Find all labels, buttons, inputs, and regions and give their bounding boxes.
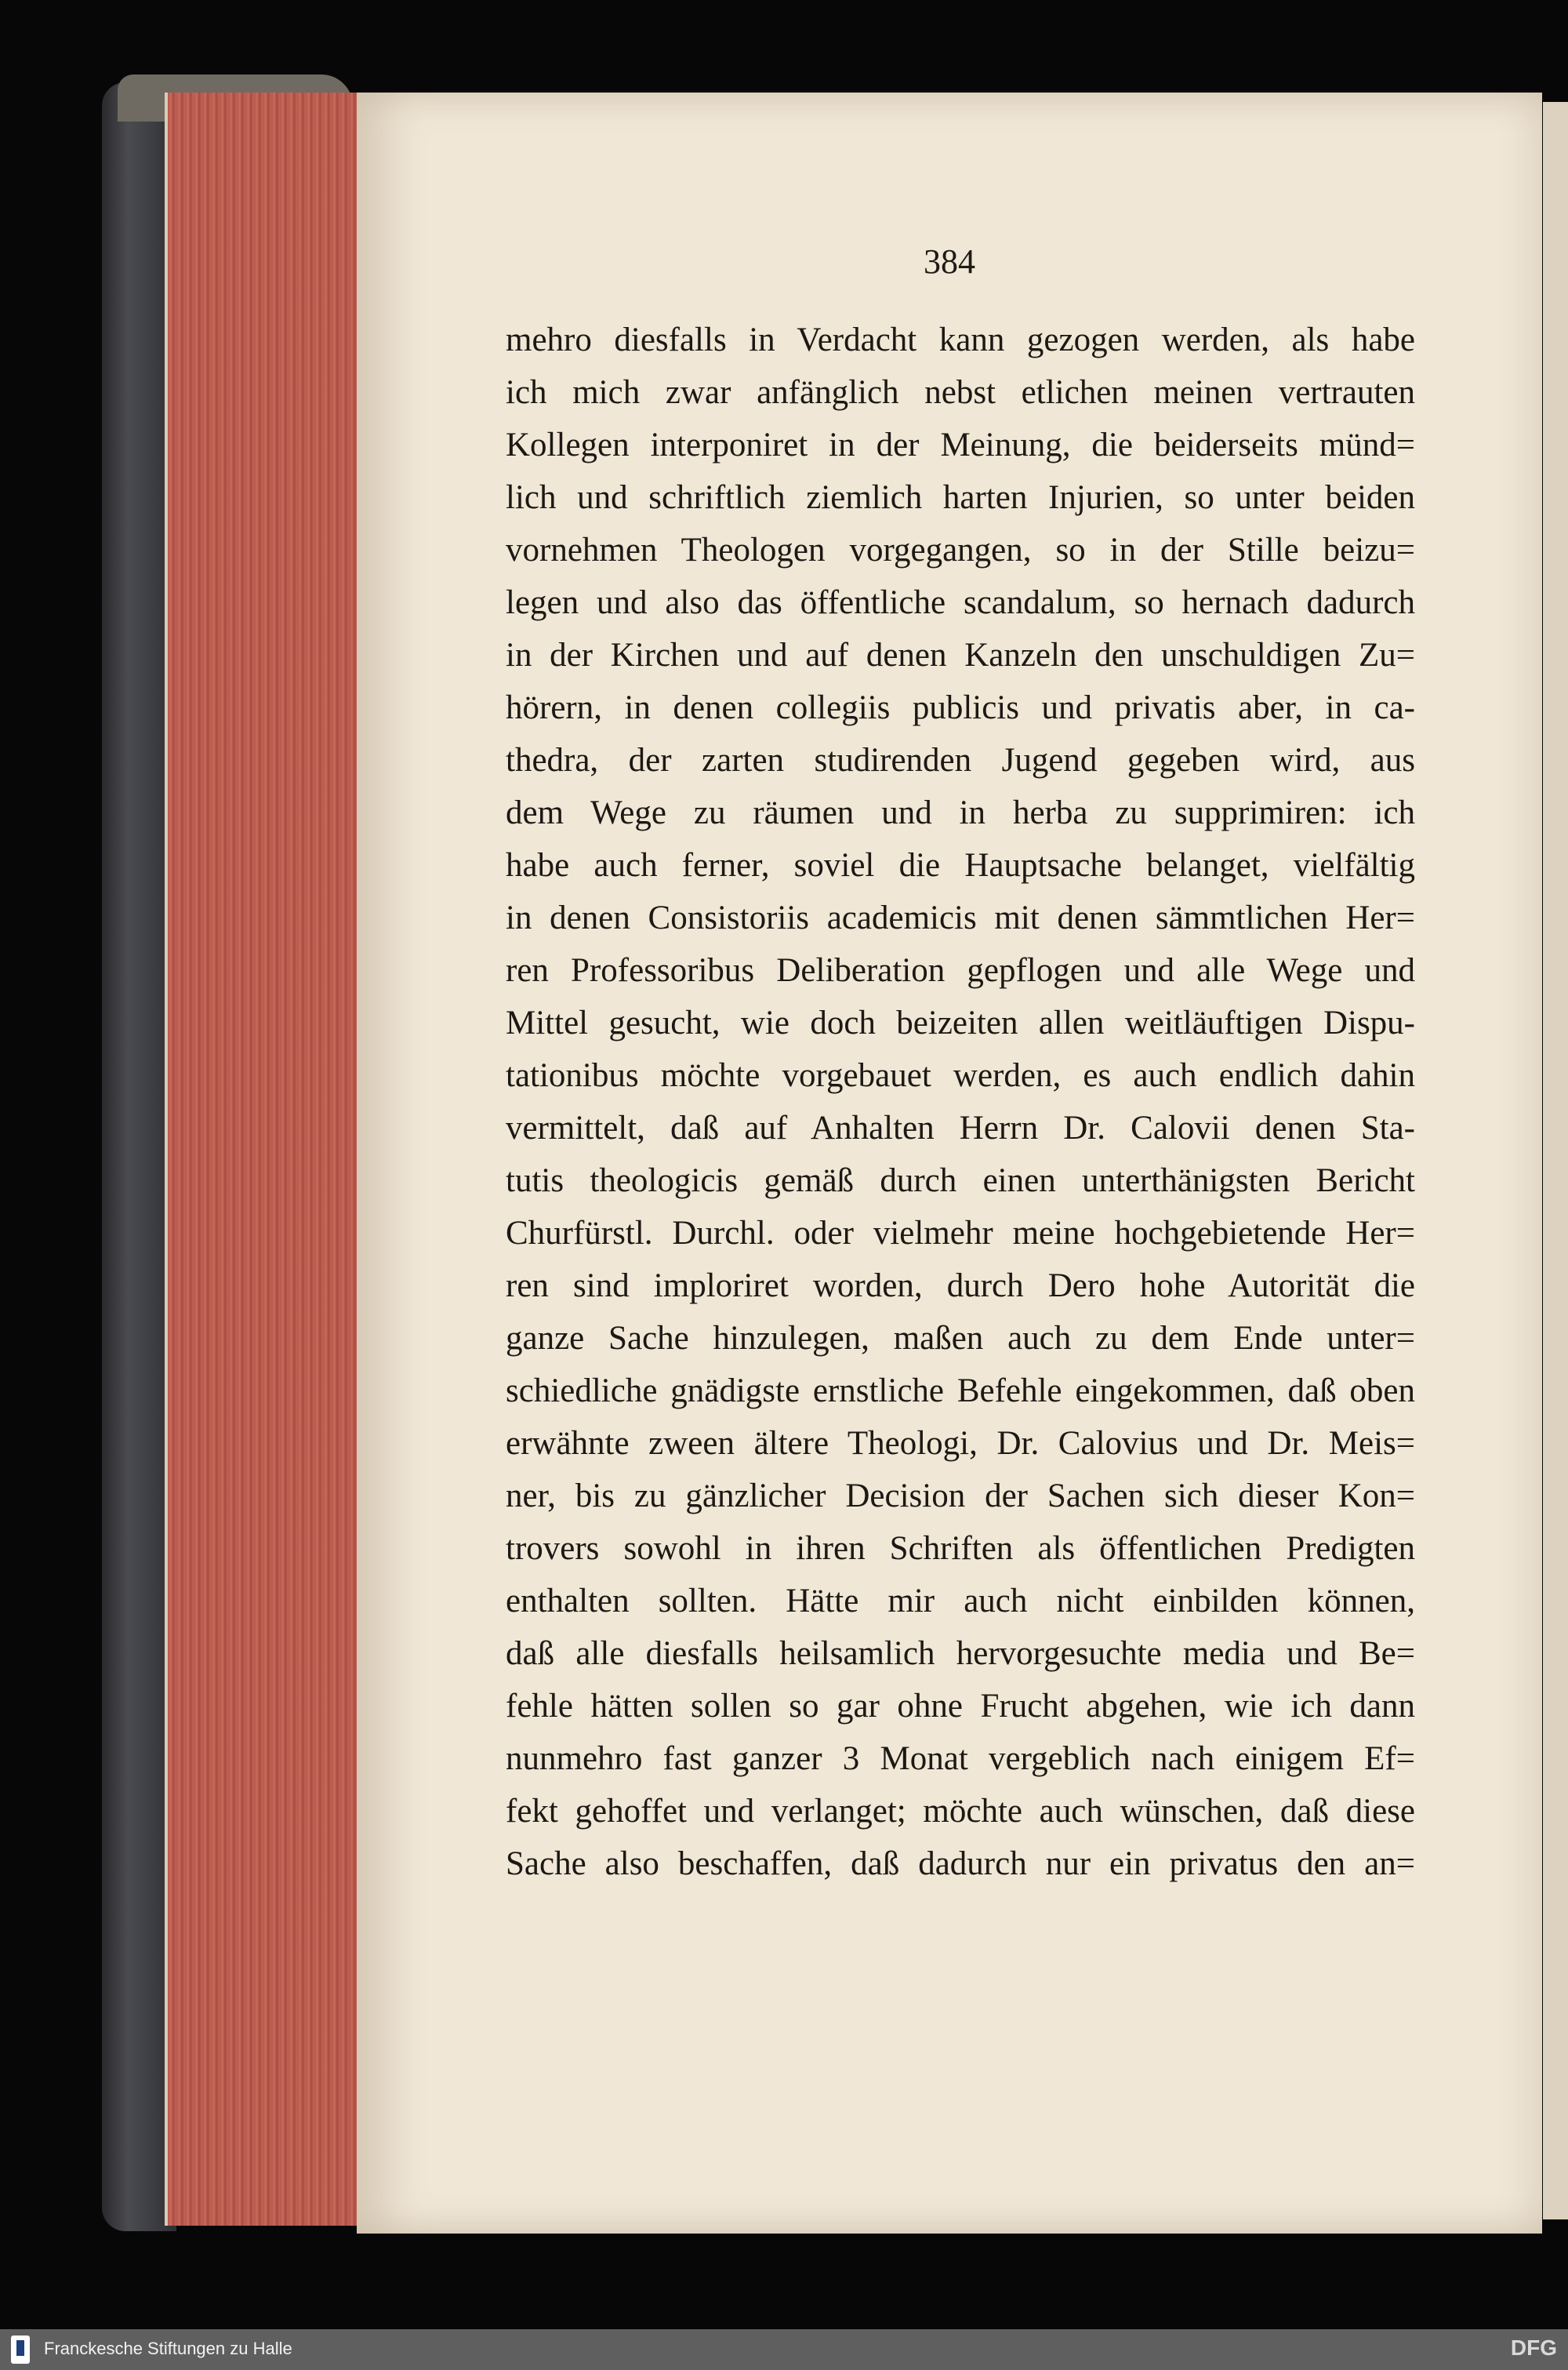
text-line: in der Kirchen und auf denen Kanzeln den unschuldigen Zu= [506, 637, 1415, 674]
text-line: ren sind imploriret worden, durch Dero hohe Autorität die [506, 1267, 1415, 1304]
text-line: Kollegen interponiret in der Meinung, die beiderseits münd= [506, 427, 1415, 463]
text-line: tationibus möchte vorgebauet werden, es auch endlich dahin [506, 1057, 1415, 1094]
text-line: in denen Consistoriis academicis mit denen sämmtlichen Her= [506, 900, 1415, 936]
footer-credit: Franckesche Stiftungen zu Halle [44, 2339, 292, 2358]
text-line: trovers sowohl in ihren Schriften als öffentlichen Predigten [506, 1530, 1415, 1567]
book-page [357, 93, 1542, 2234]
text-line: ich mich zwar anfänglich nebst etlichen meinen vertrauten [506, 374, 1415, 411]
text-line: ren Professoribus Deliberation gepflogen und alle Wege und [506, 952, 1415, 989]
page-text [506, 314, 1415, 1890]
text-line: legen und also das öffentliche scandalum, so hernach dadurch [506, 584, 1415, 621]
text-line: lich und schriftlich ziemlich harten Injurien, so unter beiden [506, 479, 1415, 516]
text-line: daß alle diesfalls heilsamlich hervorgesuchte media und Be= [506, 1635, 1415, 1672]
text-line: thedra, der zarten studirenden Jugend gegeben wird, aus [506, 742, 1415, 779]
text-line: Churfürstl. Durchl. oder vielmehr meine hochgebietende Her= [506, 1215, 1415, 1252]
text-line: ganze Sache hinzulegen, maßen auch zu dem Ende unter= [506, 1320, 1415, 1357]
viewer-footer-bar [0, 2329, 1568, 2370]
text-line: dem Wege zu räumen und in herba zu supprimiren: ich [506, 794, 1415, 831]
text-line: ner, bis zu gänzlicher Decision der Sachen sich dieser Kon= [506, 1478, 1415, 1514]
page-edges-red [165, 93, 364, 2226]
facing-page-edge [1543, 102, 1568, 2219]
text-line: vornehmen Theologen vorgegangen, so in der Stille beizu= [506, 532, 1415, 569]
text-line: fekt gehoffet und verlanget; möchte auch wünschen, daß diese [506, 1793, 1415, 1830]
text-line: Sache also beschaffen, daß dadurch nur ein privatus den an= [506, 1845, 1415, 1882]
institution-logo-icon [11, 2335, 30, 2364]
text-line: Mittel gesucht, wie doch beizeiten allen weitläuftigen Dispu- [506, 1005, 1415, 1041]
text-line: hörern, in denen collegiis publicis und privatis aber, in ca- [506, 689, 1415, 726]
text-line: mehro diesfalls in Verdacht kann gezogen werden, als habe [506, 322, 1415, 358]
text-line: habe auch ferner, soviel die Hauptsache belanget, vielfältig [506, 847, 1415, 884]
text-line: tutis theologicis gemäß durch einen unterthänigsten Bericht [506, 1162, 1415, 1199]
text-line: vermittelt, daß auf Anhalten Herrn Dr. Calovii denen Sta- [506, 1110, 1415, 1147]
text-line: fehle hätten sollen so gar ohne Frucht abgehen, wie ich dann [506, 1688, 1415, 1725]
text-line: enthalten sollten. Hätte mir auch nicht einbilden können, [506, 1583, 1415, 1619]
text-line: nunmehro fast ganzer 3 Monat vergeblich nach einigem Ef= [506, 1740, 1415, 1777]
page-number: 384 [924, 242, 975, 281]
dfg-logo: DFG [1510, 2335, 1557, 2360]
text-line: schiedliche gnädigste ernstliche Befehle eingekommen, daß oben [506, 1372, 1415, 1409]
text-line: erwähnte zween ältere Theologi, Dr. Calovius und Dr. Meis= [506, 1425, 1415, 1462]
